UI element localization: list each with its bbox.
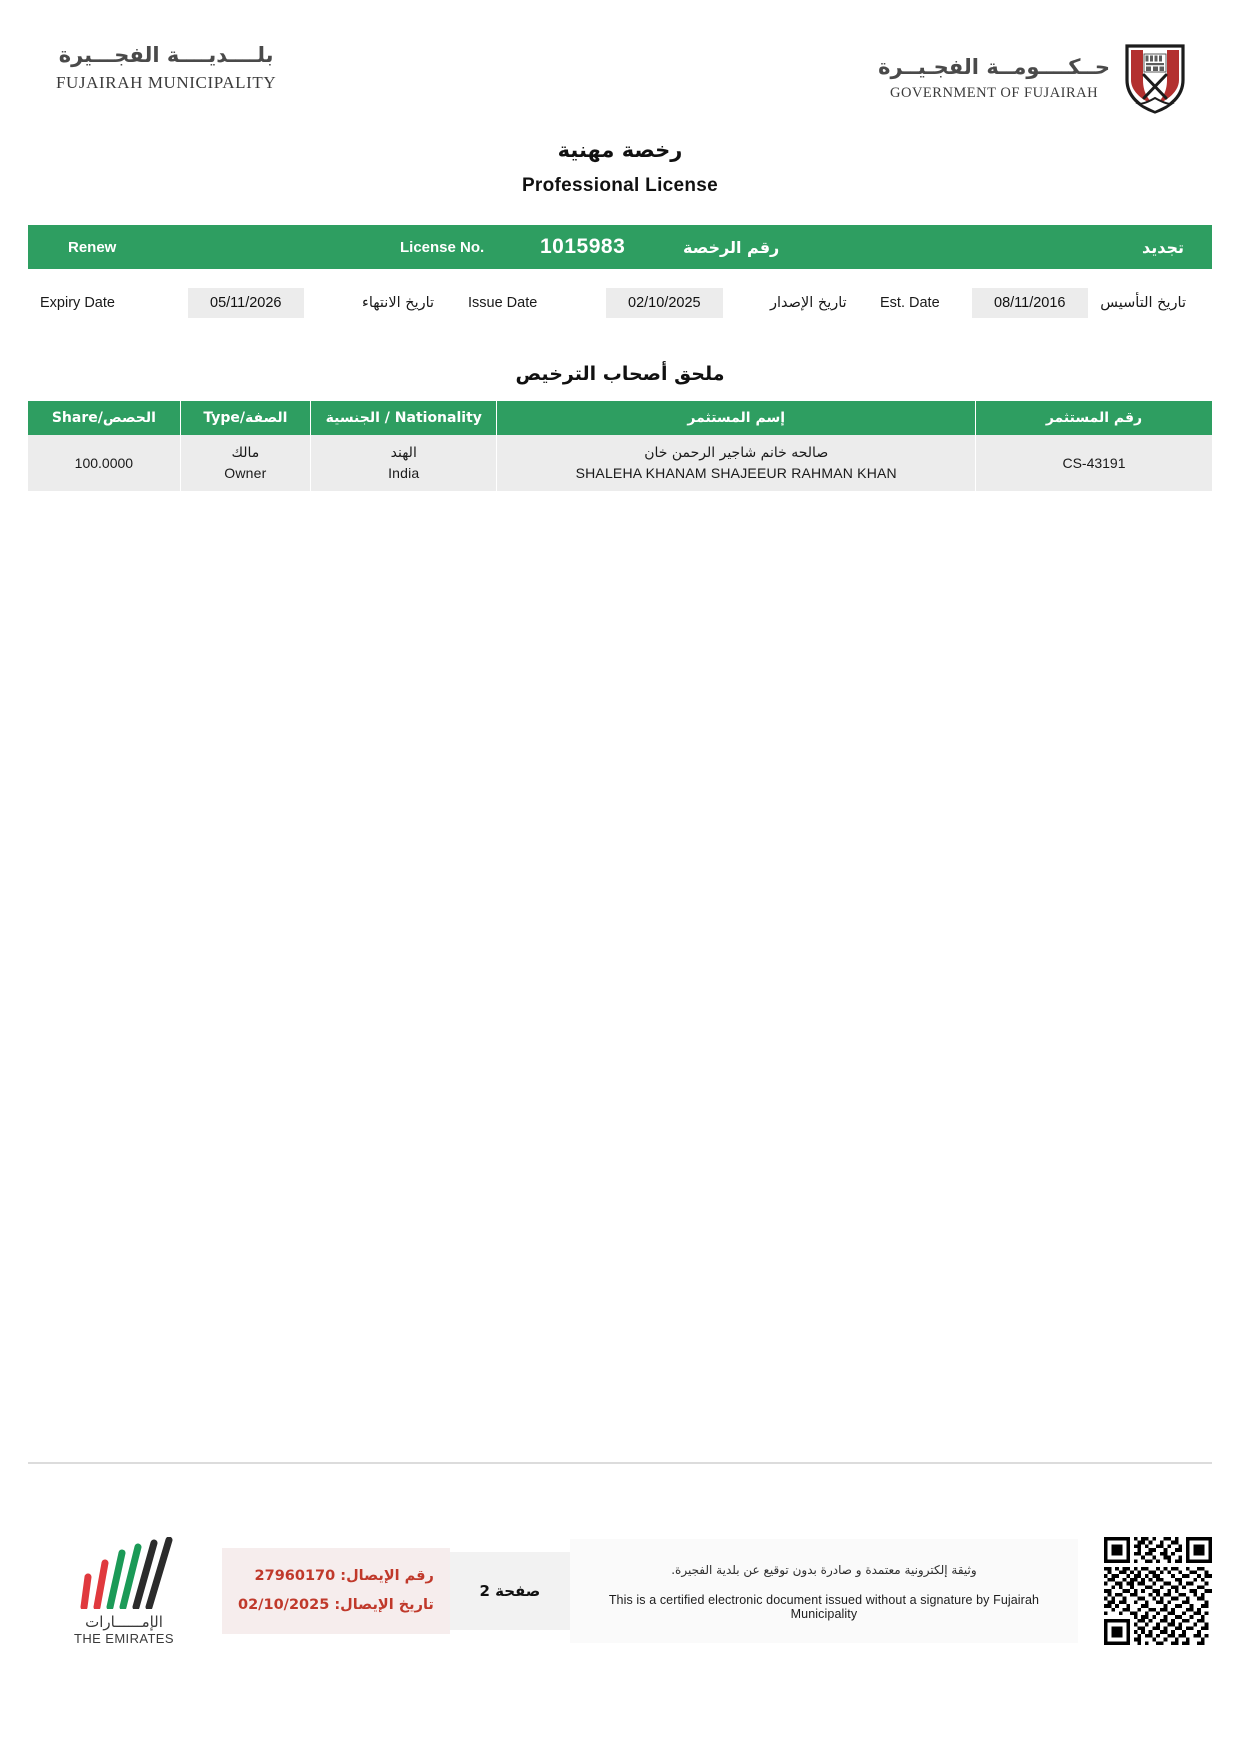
qr-code-container[interactable] <box>1078 1537 1212 1645</box>
cell-investor-name-arabic: صالحه خانم شاجير الرحمن خان <box>644 445 829 461</box>
table-row <box>28 435 1212 491</box>
fujairah-government-emblem-icon <box>1124 42 1186 114</box>
government-name-english: GOVERNMENT OF FUJAIRAH <box>890 85 1099 102</box>
investors-table-body <box>28 435 1212 491</box>
cell-type-arabic: مالك <box>231 445 260 461</box>
establishment-date-label-english: Est. Date <box>880 295 940 311</box>
receipt-info-box <box>222 1548 450 1634</box>
cell-nationality-english: India <box>388 465 420 481</box>
expiry-date-label-arabic: تاريخ الانتهاء <box>362 295 435 311</box>
uae-brand-arabic: الإمــــــارات <box>85 1612 163 1631</box>
column-header-investor-number: رقم المستثمر <box>975 401 1212 435</box>
certification-note-box <box>570 1539 1078 1642</box>
license-number-label-arabic: رقم الرخصة <box>683 237 780 257</box>
document-footer <box>28 1516 1212 1666</box>
certification-note-arabic: وثيقة إلكترونية معتمدة و صادرة بدون توقيع عن بلدية الفجيرة. <box>671 1563 977 1578</box>
investors-section-title: ملحق أصحاب الترخيص <box>515 363 725 385</box>
column-header-share: Share/الحصص <box>28 401 180 435</box>
cell-type <box>180 435 310 491</box>
cell-nationality <box>311 435 497 491</box>
cell-nationality-arabic: الهند <box>390 445 417 461</box>
transaction-type-arabic: تجديد <box>1141 237 1184 257</box>
cell-type-english: Owner <box>224 465 267 481</box>
cell-investor-number: CS-43191 <box>975 435 1212 491</box>
uae-nation-brand <box>28 1537 200 1646</box>
uae-brand-english: THE EMIRATES <box>74 1630 174 1646</box>
establishment-date-label-arabic: تاريخ التأسيس <box>1100 295 1186 311</box>
government-brand <box>878 42 1202 114</box>
government-brand-text <box>878 54 1110 102</box>
municipality-brand <box>56 42 276 93</box>
investors-header-row <box>28 401 1212 435</box>
certification-note-english: This is a certified electronic document issued without a signature by Fujairah Municipality <box>608 1592 1040 1621</box>
municipality-name-arabic: بلــــديــــة الفجـــيرة <box>58 43 274 67</box>
receipt-number-text: رقم الإيصال: 27960170 <box>254 1568 434 1584</box>
issue-date-label-english: Issue Date <box>468 295 538 311</box>
receipt-date-text: تاريخ الإيصال: 02/10/2025 <box>238 1597 434 1613</box>
uae-flag-strokes-icon <box>74 1537 174 1609</box>
transaction-type-english: Renew <box>68 238 117 256</box>
license-dates-row <box>28 275 1212 331</box>
issue-date-label-arabic: تاريخ الإصدار <box>770 295 847 311</box>
footer-divider <box>28 1462 1212 1464</box>
expiry-date-label-english: Expiry Date <box>40 295 115 311</box>
column-header-nationality: الجنسية / Nationality <box>311 401 497 435</box>
issue-date-value: 02/10/2025 <box>606 288 723 318</box>
cell-share: 100.0000 <box>28 435 180 491</box>
license-number-value: 1015983 <box>540 235 626 258</box>
document-title-block <box>28 138 1212 197</box>
qr-code-icon[interactable] <box>1104 1537 1212 1645</box>
license-number-label-english: License No. <box>400 238 485 256</box>
document-title-english: Professional License <box>521 175 719 196</box>
document-masthead <box>28 0 1212 102</box>
page-number-box: صفحة 2 <box>450 1552 570 1630</box>
investors-table <box>28 401 1212 491</box>
license-summary-bar <box>28 225 1212 269</box>
government-name-arabic: حــكــــومــة الفجـيــرة <box>878 54 1110 79</box>
expiry-date-value: 05/11/2026 <box>188 288 304 318</box>
cell-investor-name-english: SHALEHA KHANAM SHAJEEUR RAHMAN KHAN <box>575 465 897 481</box>
column-header-type: Type/الصفة <box>180 401 310 435</box>
establishment-date-value: 08/11/2016 <box>972 288 1088 318</box>
municipality-name-english: FUJAIRAH MUNICIPALITY <box>56 73 277 93</box>
column-header-investor-name: إسم المستثمر <box>497 401 976 435</box>
cell-investor-name <box>497 435 976 491</box>
investors-table-head <box>28 401 1212 435</box>
document-title-arabic: رخصة مهنية <box>557 138 683 162</box>
